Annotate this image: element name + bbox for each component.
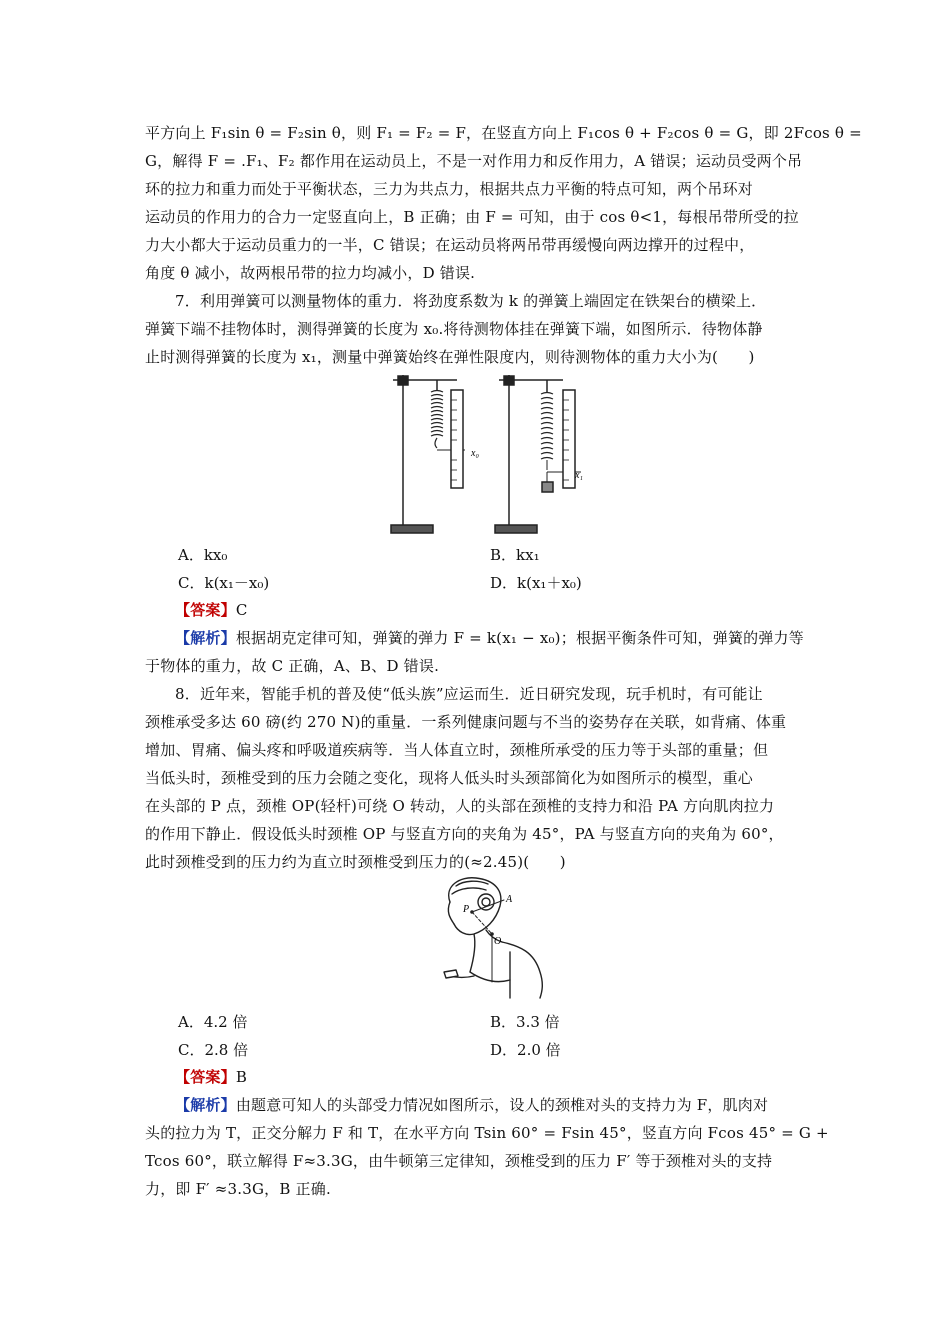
label-p: P: [463, 904, 470, 915]
q7-answer: C: [235, 601, 248, 619]
solution6-line-1: 平方向上 F₁sin θ = F₂sin θ，则 F₁ = F₂ = F，在竖直方向上 F₁cos θ + F₂cos θ = G，即 2Fcos θ =: [145, 124, 862, 142]
q7-analysis-line-2: 于物体的重力，故 C 正确，A、B、D 错误.: [145, 657, 440, 675]
q8-analysis-text-1: 由题意可知人的头部受力情况如图所示，设人的颈椎对头的支持力为 F，肌肉对: [235, 1096, 769, 1114]
q8-analysis-line-2: 头的拉力为 T，正交分解力 F 和 T，在水平方向 Tsin 60° = Fsin 45°，竖直方向 Fcos 45° = G +: [145, 1124, 829, 1142]
q8-option-d: D．2.0 倍: [490, 1041, 561, 1059]
right-stand: [495, 375, 581, 533]
q7-analysis-line-1: [175, 628, 804, 648]
solution6-line-6: 角度 θ 减小，故两根吊带的拉力均减小，D 错误.: [145, 264, 476, 282]
spring-scale-figure: [385, 370, 585, 540]
q7-option-b: B．kx₁: [490, 546, 540, 564]
q8-answer-tag: 【答案】: [175, 1068, 236, 1086]
q7-answer-tag: 【答案】: [175, 601, 236, 619]
q8-option-c: C．2.8 倍: [178, 1041, 249, 1059]
solution6-line-4: 运动员的作用力的合力一定竖直向上，B 正确；由 F = 可知，由于 cos θ<1，每根吊带所受的拉: [145, 208, 799, 226]
q8-analysis-line-4: 力，即 F′ ≈3.3G，B 正确.: [145, 1180, 331, 1198]
label-x1: x₁: [575, 470, 583, 481]
q7-option-a: A．kx₀: [178, 546, 228, 564]
q7-option-d: D．k(x₁＋x₀): [490, 574, 582, 592]
label-a: A: [506, 894, 513, 905]
label-o: O: [494, 936, 502, 947]
q8-stem-line-1: 8．近年来，智能手机的普及使“低头族”应运而生．近日研究发现，玩手机时，有可能让: [175, 685, 763, 703]
q8-answer: B: [235, 1068, 248, 1086]
q7-option-c: C．k(x₁－x₀): [178, 574, 270, 592]
q8-stem-line-6: 的作用下静止．假设低头时颈椎 OP 与竖直方向的夹角为 45°，PA 与竖直方向的夹角为 60°，: [145, 825, 784, 843]
label-x0: x₀: [471, 448, 479, 459]
q8-option-b: B．3.3 倍: [490, 1013, 560, 1031]
head-neck-figure: [430, 872, 550, 1002]
q8-stem-line-4: 当低头时，颈椎受到的压力会随之变化，现将人低头时头颈部简化为如图所示的模型，重心: [145, 769, 754, 787]
q8-analysis-tag: 【解析】: [175, 1096, 236, 1114]
q7-analysis-tag: 【解析】: [175, 629, 236, 647]
solution6-line-5: 力大小都大于运动员重力的一半，C 错误；在运动员将两吊带再缓慢向两边撑开的过程中，: [145, 236, 755, 254]
q7-stem-line-2: 弹簧下端不挂物体时，测得弹簧的长度为 x₀.将待测物体挂在弹簧下端，如图所示．待物体静: [145, 320, 763, 338]
q7-analysis-text-1: 根据胡克定律可知，弹簧的弹力 F = k(x₁ − x₀)；根据平衡条件可知，弹簧的弹力等: [235, 629, 804, 647]
q7-stem-line-3: 止时测得弹簧的长度为 x₁，测量中弹簧始终在弹性限度内，则待测物体的重力大小为( ): [145, 348, 755, 366]
q8-stem-line-2: 颈椎承受多达 60 磅(约 270 N)的重量．一系列健康问题与不当的姿势存在关联，如背痛、体重: [145, 713, 787, 731]
q8-analysis-line-3: Tcos 60°，联立解得 F≈3.3G，由牛顿第三定律知，颈椎受到的压力 F′ 等于颈椎对头的支持: [145, 1152, 773, 1170]
q8-stem-line-7: 此时颈椎受到的压力约为直立时颈椎受到压力的(≈2.45)( ): [145, 853, 566, 871]
solution6-line-2: G，解得 F = .F₁、F₂ 都作用在运动员上，不是一对作用力和反作用力，A 错误；运动员受两个吊: [145, 152, 803, 170]
q8-analysis-line-1: [175, 1095, 768, 1115]
q8-stem-line-3: 增加、胃痛、偏头疼和呼吸道疾病等．当人体直立时，颈椎所承受的压力等于头部的重量；但: [145, 741, 769, 759]
q7-answer-line: [175, 600, 248, 620]
q8-stem-line-5: 在头部的 P 点，颈椎 OP(轻杆)可绕 O 转动，人的头部在颈椎的支持力和沿 PA 方向肌肉拉力: [145, 797, 775, 815]
left-stand: [391, 375, 465, 533]
q7-stem-line-1: 7．利用弹簧可以测量物体的重力．将劲度系数为 k 的弹簧上端固定在铁架台的横梁上．: [175, 292, 767, 310]
q8-answer-line: [175, 1067, 247, 1087]
solution6-line-3: 环的拉力和重力而处于平衡状态，三力为共点力，根据共点力平衡的特点可知，两个吊环对: [145, 180, 754, 198]
q8-option-a: A．4.2 倍: [178, 1013, 248, 1031]
